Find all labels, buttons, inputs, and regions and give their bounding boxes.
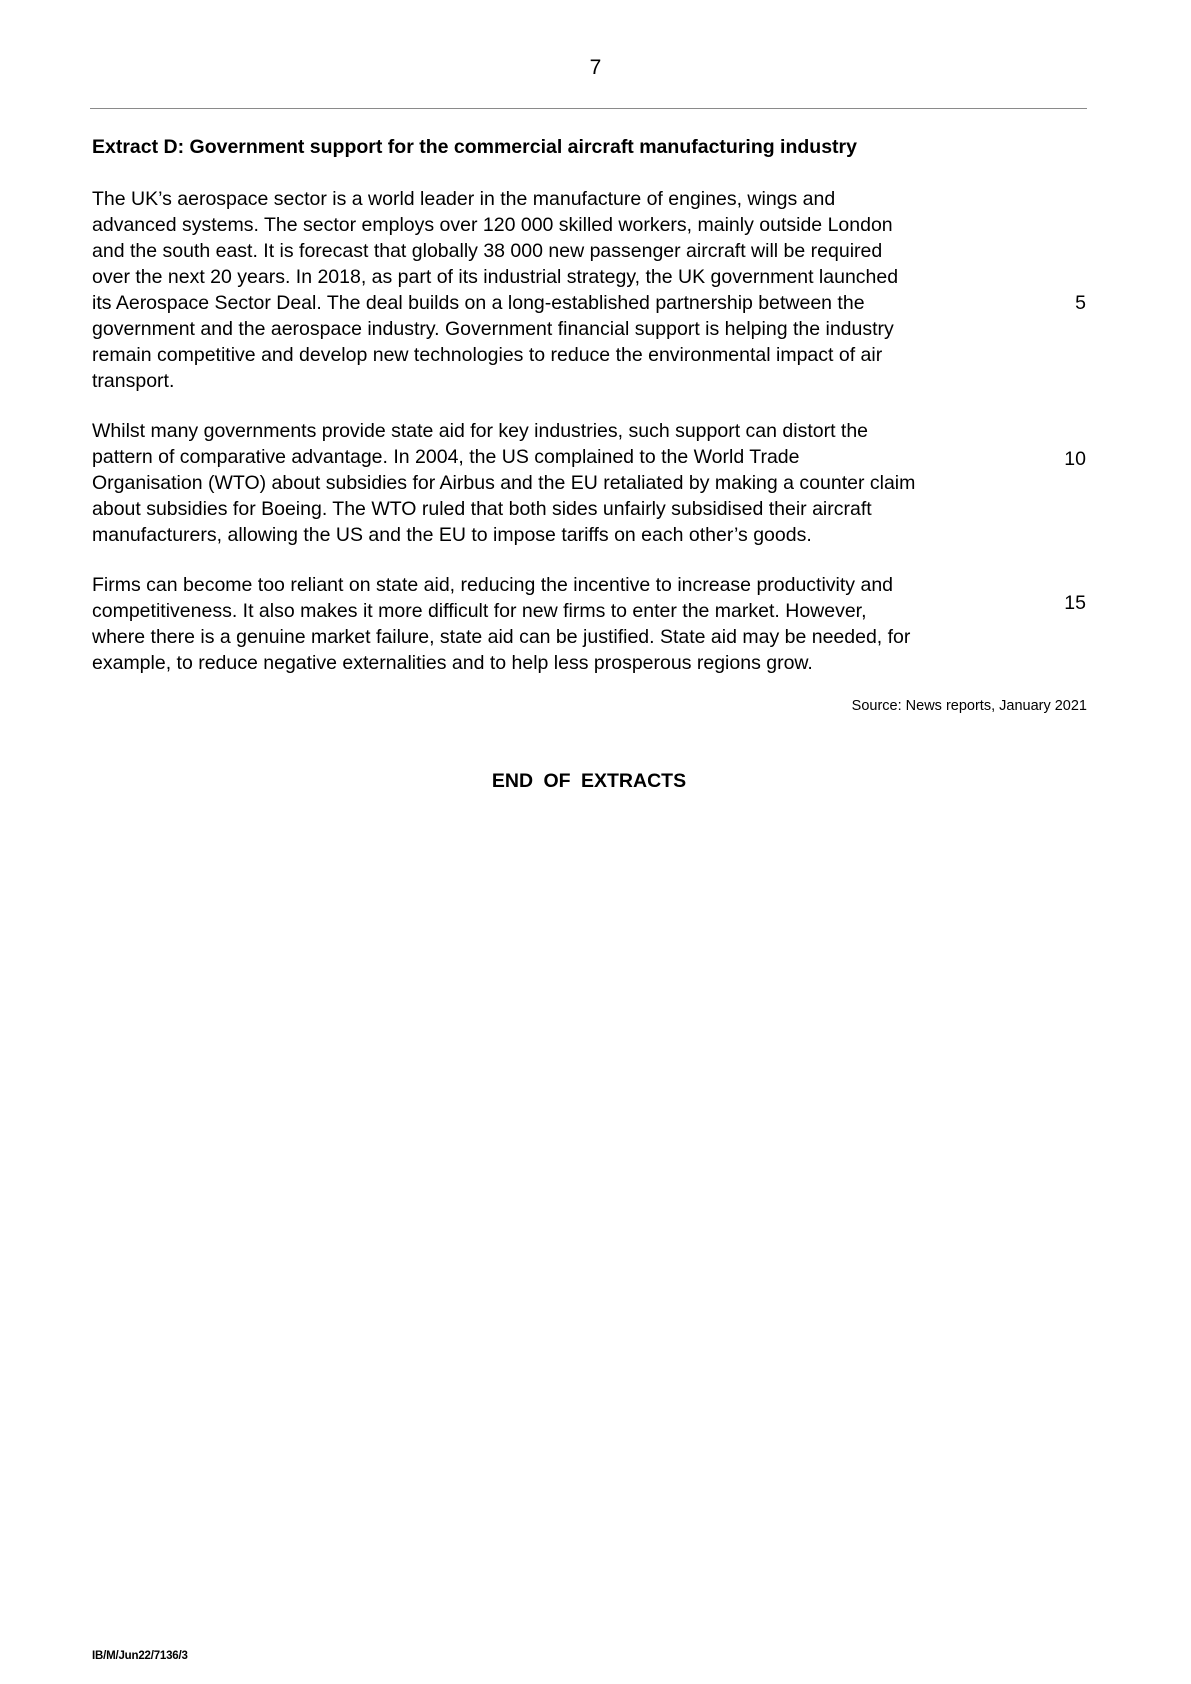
page-number: 7	[589, 56, 602, 79]
paragraph-line: over the next 20 years. In 2018, as part of its industrial strategy, the UK government launched	[92, 266, 899, 288]
end-of-extracts-heading: END OF EXTRACTS	[491, 770, 687, 792]
paragraph-line: government and the aerospace industry. Government financial support is helping the industry	[92, 318, 894, 340]
line-number-10: 10	[1064, 448, 1086, 470]
paragraph-line: manufacturers, allowing the US and the EU to impose tariffs on each other’s goods.	[92, 524, 812, 546]
paragraph-line: The UK’s aerospace sector is a world leader in the manufacture of engines, wings and	[92, 188, 836, 210]
line-number-5: 5	[1075, 292, 1086, 314]
paragraph-line: advanced systems. The sector employs over 120 000 skilled workers, mainly outside London	[92, 214, 893, 236]
extract-title: Extract D: Government support for the commercial aircraft manufacturing industry	[92, 136, 857, 158]
paragraph-line: example, to reduce negative externalities and to help less prosperous regions grow.	[92, 652, 813, 674]
paragraph-line: Organisation (WTO) about subsidies for Airbus and the EU retaliated by making a counter claim	[92, 472, 916, 494]
paragraph-line: Firms can become too reliant on state aid, reducing the incentive to increase productivity and	[92, 574, 894, 596]
paragraph-line: Whilst many governments provide state aid for key industries, such support can distort the	[92, 420, 869, 442]
paragraph-line: about subsidies for Boeing. The WTO ruled that both sides unfairly subsidised their aircraft	[92, 498, 872, 520]
paragraph-line: where there is a genuine market failure, state aid can be justified. State aid may be needed, for	[92, 626, 911, 648]
footer-code: IB/M/Jun22/7136/3	[92, 1650, 188, 1662]
paragraph-line: its Aerospace Sector Deal. The deal builds on a long-established partnership between the	[92, 292, 865, 314]
source-citation: Source: News reports, January 2021	[851, 698, 1087, 714]
paragraph-line: remain competitive and develop new technologies to reduce the environmental impact of air	[92, 344, 883, 366]
paragraph-line: and the south east. It is forecast that globally 38 000 new passenger aircraft will be required	[92, 240, 883, 262]
paragraph-line: pattern of comparative advantage. In 2004, the US complained to the World Trade	[92, 446, 800, 468]
line-number-15: 15	[1064, 592, 1086, 614]
paragraph-line: competitiveness. It also makes it more difficult for new firms to enter the market. However,	[92, 600, 867, 622]
paragraph-line: transport.	[92, 370, 175, 392]
header-rule	[90, 108, 1087, 109]
